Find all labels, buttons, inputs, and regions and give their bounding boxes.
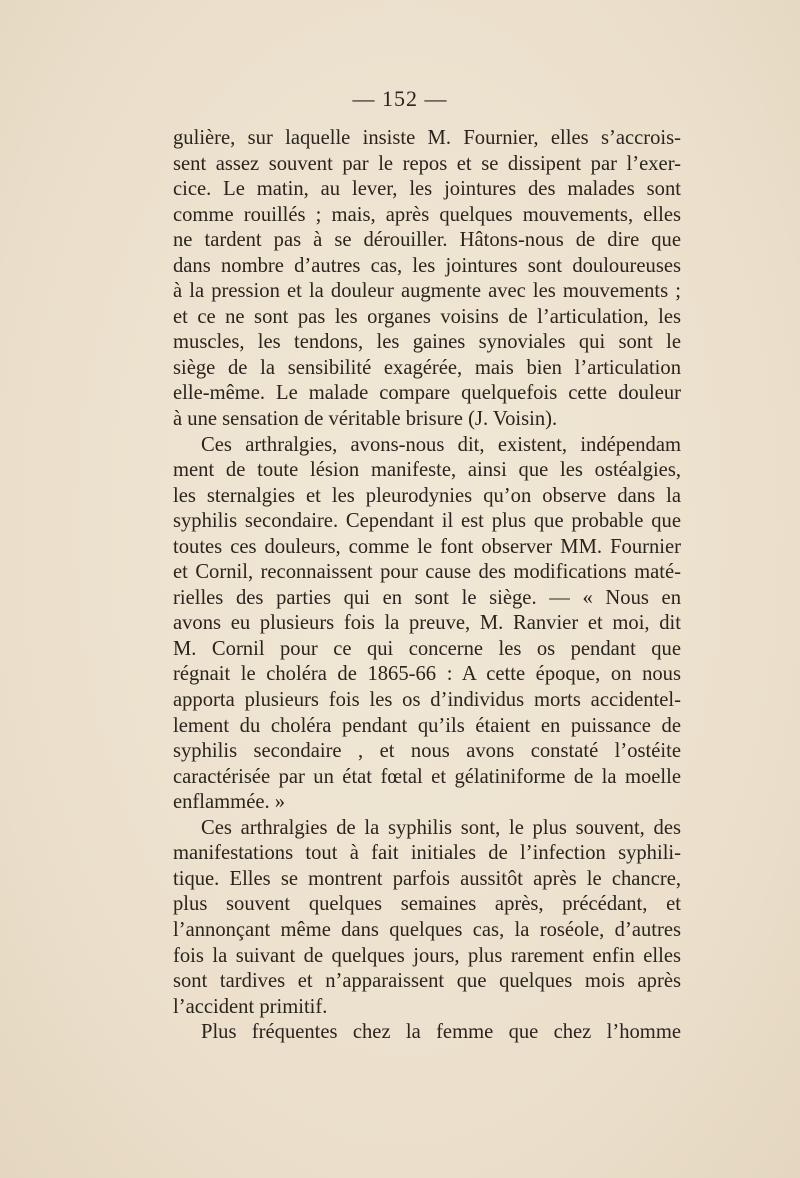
- text-line: lement du choléra pendant qu’ils étaient en puissance de: [173, 714, 681, 737]
- text-line: l’accident primitif.: [173, 995, 328, 1018]
- text-line: elle-même. Le malade compare quelquefois cette douleur: [173, 382, 681, 405]
- text-line: manifestations tout à fait initiales de l’infection syphili-: [173, 842, 681, 865]
- body-text: [173, 126, 681, 1046]
- text-line: sent assez souvent par le repos et se dissipent par l’exer-: [173, 152, 681, 175]
- text-line: l’annonçant même dans quelques cas, la roséole, d’autres: [173, 918, 681, 941]
- text-line: enflammée. »: [173, 791, 286, 814]
- text-line: comme rouillés ; mais, après quelques mouvements, elles: [173, 203, 681, 226]
- text-line: caractérisée par un état fœtal et gélatiniforme de la moelle: [173, 765, 681, 788]
- text-line: M. Cornil pour ce qui concerne les os pendant que: [173, 637, 681, 660]
- text-line: apporta plusieurs fois les os d’individus morts accidentel-: [173, 689, 681, 712]
- text-line: et Cornil, reconnaissent pour cause des modifications maté-: [173, 561, 681, 584]
- text-line: toutes ces douleurs, comme le font observer MM. Fournier: [173, 535, 681, 558]
- text-line: siège de la sensibilité exagérée, mais bien l’articulation: [173, 356, 681, 379]
- text-line: avons eu plusieurs fois la preuve, M. Ranvier et moi, dit: [173, 612, 681, 635]
- text-line: tique. Elles se montrent parfois aussitôt après le chancre,: [173, 867, 681, 890]
- text-line: ment de toute lésion manifeste, ainsi que les ostéalgies,: [173, 459, 681, 482]
- text-line: Ces arthralgies de la syphilis sont, le plus souvent, des: [201, 816, 681, 839]
- text-line: plus souvent quelques semaines après, précédant, et: [173, 893, 681, 916]
- text-line: rielles des parties qui en sont le siège. — « Nous en: [173, 586, 681, 609]
- text-line: gulière, sur laquelle insiste M. Fournier, elles s’accrois-: [173, 127, 681, 149]
- text-line: cice. Le matin, au lever, les jointures des malades sont: [173, 178, 681, 201]
- page-number: — 152 —: [352, 86, 448, 111]
- text-line: fois la suivant de quelques jours, plus rarement enfin elles: [173, 944, 681, 967]
- text-line: Plus fréquentes chez la femme que chez l’homme: [201, 1021, 681, 1044]
- text-line: les sternalgies et les pleurodynies qu’on observe dans la: [173, 484, 681, 507]
- text-line: ne tardent pas à se dérouiller. Hâtons-nous de dire que: [173, 229, 681, 252]
- text-line: sont tardives et n’apparaissent que quelques mois après: [173, 970, 681, 993]
- text-line: régnait le choléra de 1865-66 : A cette époque, on nous: [173, 663, 681, 686]
- text-line: Ces arthralgies, avons-nous dit, existent, indépendam: [201, 433, 681, 456]
- text-line: syphilis secondaire. Cependant il est plus que probable que: [173, 510, 681, 533]
- text-line: dans nombre d’autres cas, les jointures sont douloureuses: [173, 254, 681, 277]
- text-line: syphilis secondaire , et nous avons constaté l’ostéite: [173, 740, 681, 763]
- text-line: et ce ne sont pas les organes voisins de l’articulation, les: [173, 305, 681, 328]
- text-line: à une sensation de véritable brisure (J. Voisin).: [173, 408, 558, 431]
- text-line: muscles, les tendons, les gaines synoviales qui sont le: [173, 331, 681, 354]
- text-line: à la pression et la douleur augmente avec les mouvements ;: [173, 280, 681, 303]
